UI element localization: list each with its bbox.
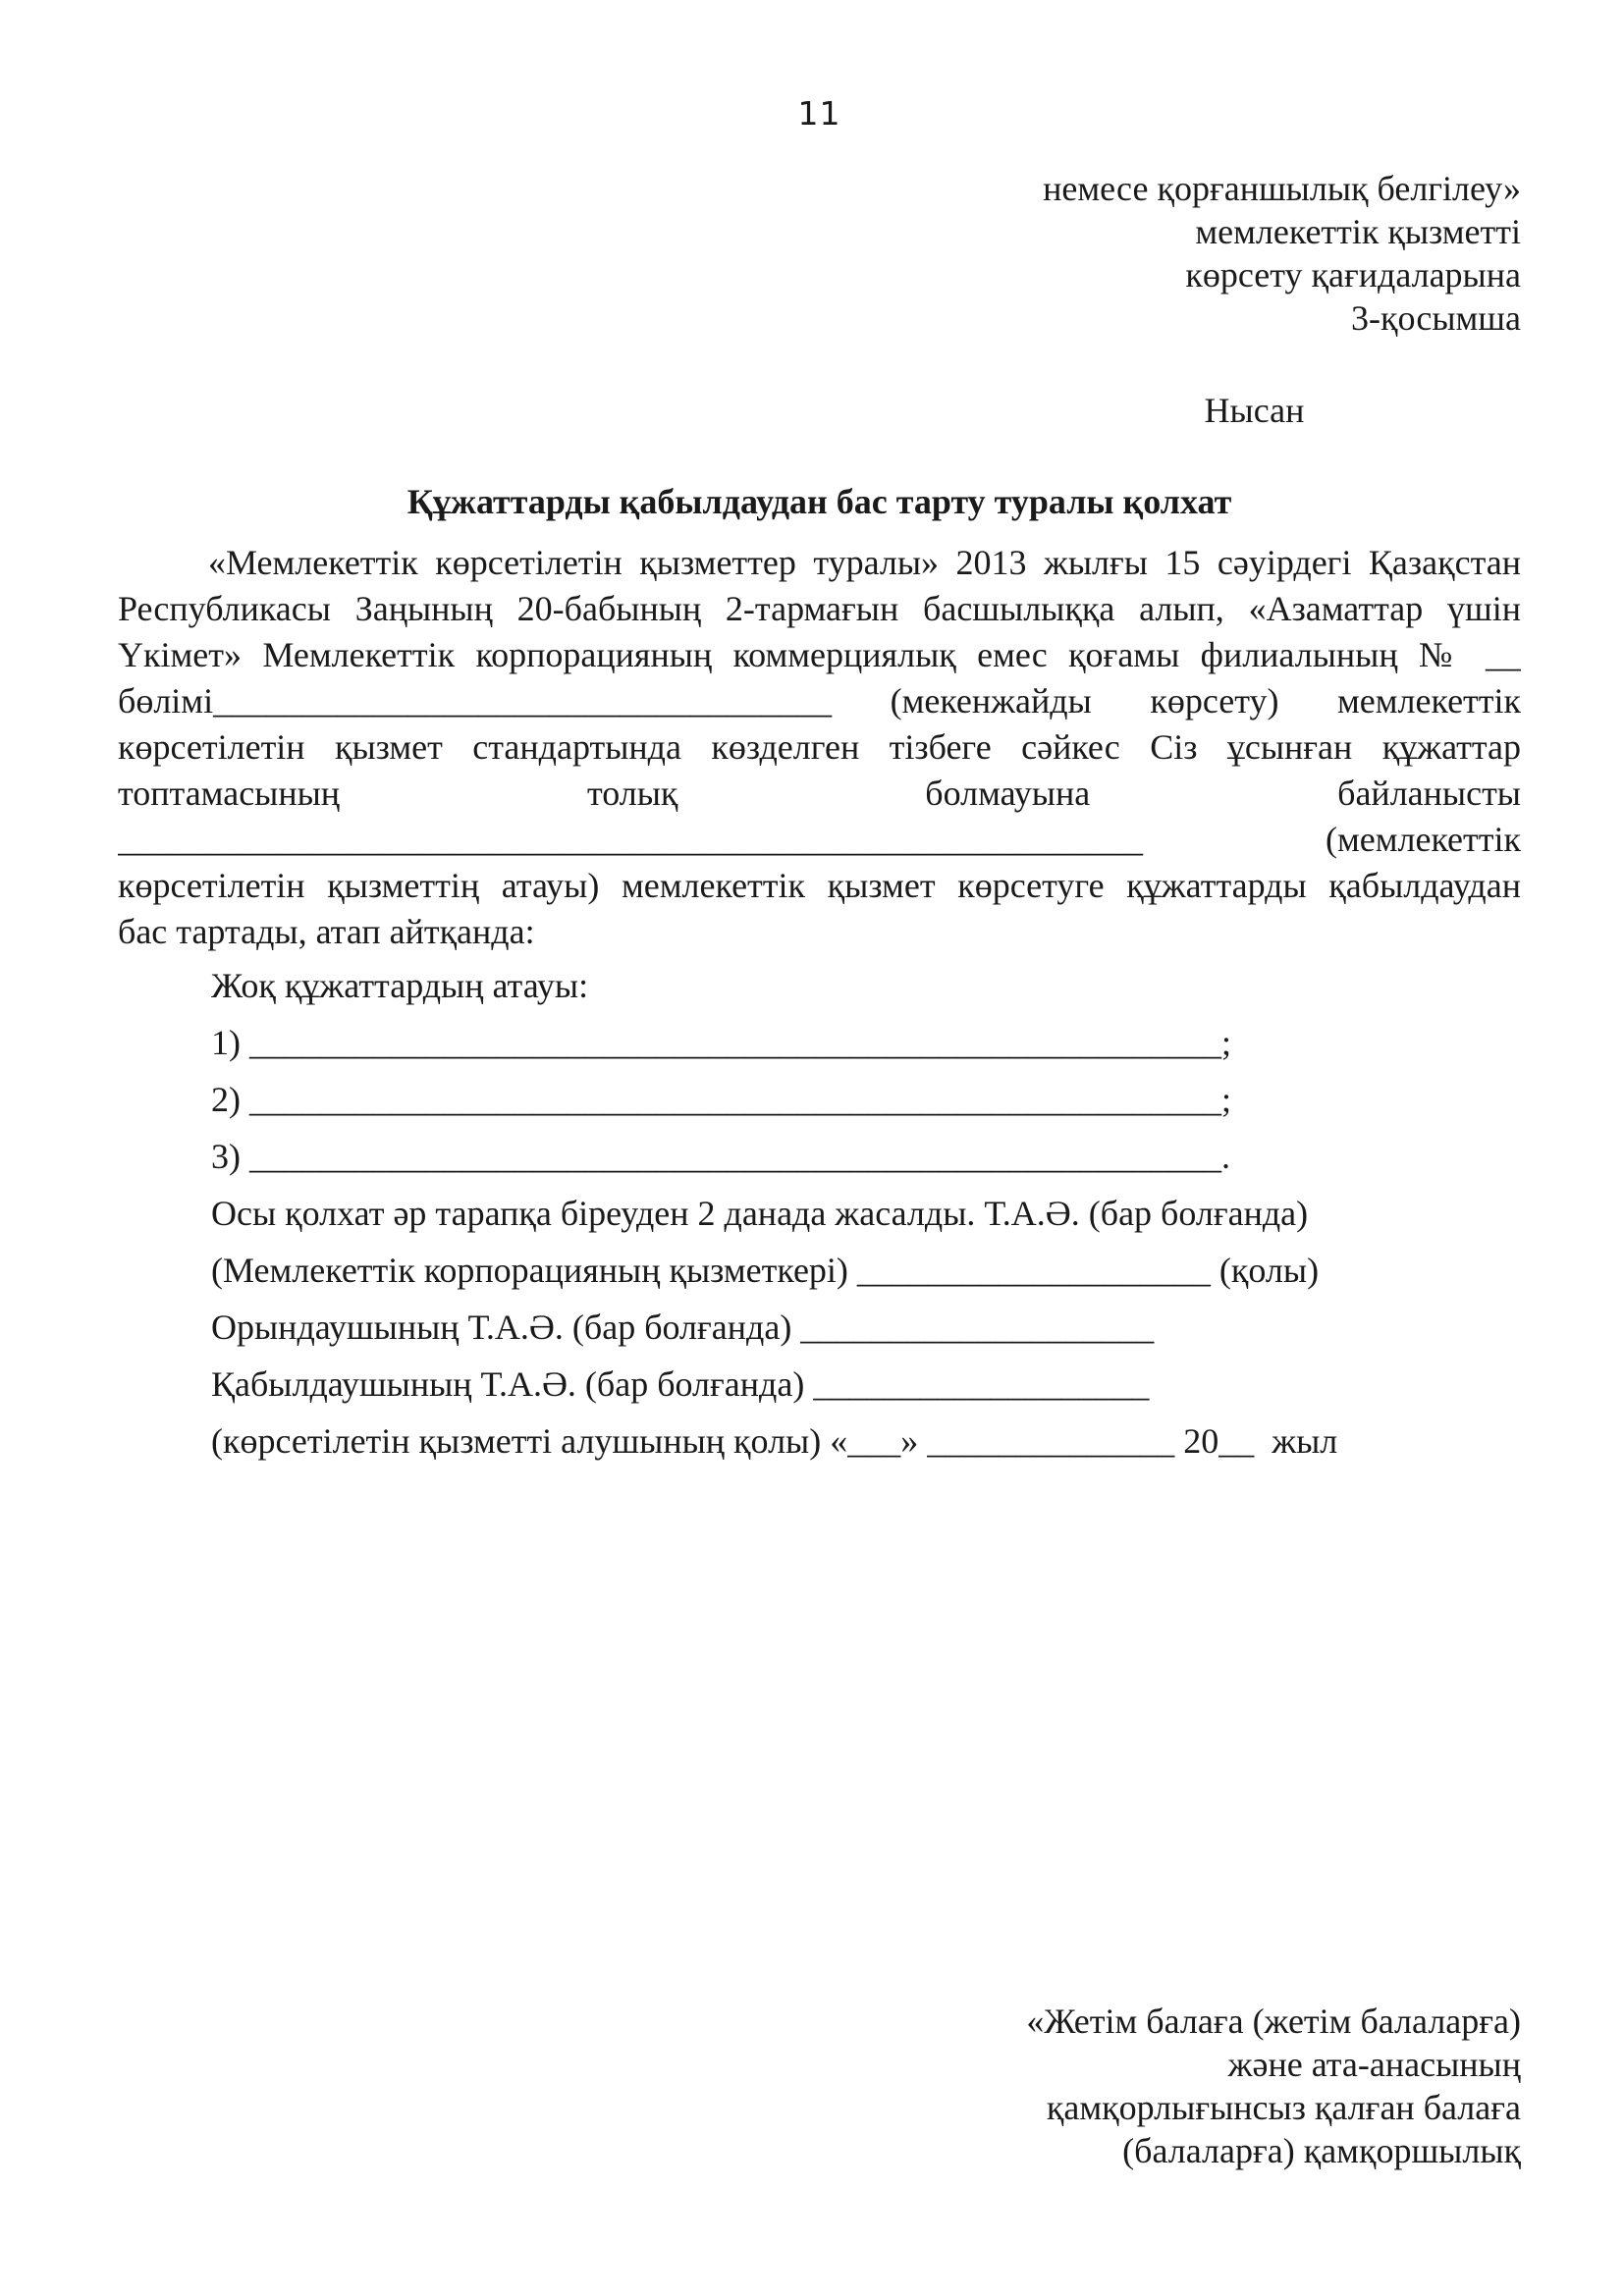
body-paragraph — [118, 540, 1521, 955]
appendix-note — [118, 167, 1521, 340]
paragraph-line: бас тартады, атап айтқанда: — [118, 912, 535, 951]
missing-doc-blank-3: 3) _______________________________________________________. — [211, 1137, 1230, 1176]
document-title: Құжаттарды қабылдаудан бас тарту туралы қолхат — [406, 482, 1232, 521]
footer-note-line: қамқорлығынсыз қалған балаға — [1046, 2088, 1521, 2127]
appendix-note-line: 3-қосымша — [1350, 298, 1521, 338]
paragraph-line: көрсетілетін қызметтің атауы) мемлекеттік қызмет көрсетуге құжаттарды қабылдаудан — [118, 866, 1521, 905]
appendix-note-line: немесе қорғаншылық белгілеу» — [1043, 169, 1521, 208]
footer-note-line: (балаларға) қамқоршылық — [1122, 2131, 1521, 2170]
paragraph-line-with-blank: __________________________________________________________ (мемлекеттік — [118, 820, 1521, 859]
signature-line-receiver: Қабылдаушының Т.А.Ә. (бар болғанда) ___________________ — [211, 1364, 1150, 1404]
paragraph-line: Республикасы Заңының 20-бабының 2-тармағын басшылыққа алып, «Азаматтар үшін — [118, 589, 1521, 628]
appendix-note-line: мемлекеттік қызметті — [1195, 212, 1521, 251]
missing-doc-blank-2: 2) _______________________________________________________; — [211, 1080, 1231, 1119]
signature-line-service-recipient-date: (көрсетілетін қызметті алушының қолы) «___» ______________ 20__ жыл — [211, 1421, 1338, 1461]
missing-doc-blank-1: 1) _______________________________________________________; — [211, 1023, 1231, 1062]
paragraph-line: көрсетілетін қызмет стандартында көзделген тізбеге сәйкес Сіз ұсынған құжаттар — [118, 727, 1521, 767]
page-number: 11 — [797, 94, 841, 133]
paragraph-line-with-blank: бөлімі___________________________________ (мекенжайды көрсету) мемлекеттік — [118, 681, 1521, 721]
missing-documents-section — [118, 957, 1521, 1469]
footer-note-line: және ата-анасының — [1227, 2045, 1521, 2084]
appendix-note-line: көрсету қағидаларына — [1185, 255, 1521, 294]
form-label: Нысан — [1204, 391, 1305, 430]
signature-line-corporation-employee: (Мемлекеттік корпорацияның қызметкері) ____________________ (қолы) — [211, 1251, 1320, 1290]
missing-docs-heading: Жоқ құжаттардың атауы: — [211, 966, 589, 1005]
paragraph-line: Үкімет» Мемлекеттік корпорацияның коммерциялық емес қоғамы филиалының № __ — [118, 635, 1521, 674]
copies-statement: Осы қолхат әр тарапқа біреуден 2 данада жасалды. Т.А.Ә. (бар болғанда) — [211, 1194, 1309, 1233]
footer-note-line: «Жетім балаға (жетім балаларға) — [1026, 2002, 1521, 2041]
signature-line-executor: Орындаушының Т.А.Ә. (бар болғанда) ____________________ — [211, 1308, 1155, 1347]
paragraph-line: «Мемлекеттік көрсетілетін қызметтер туралы» 2013 жылғы 15 сәуірдегі Қазақстан — [208, 543, 1521, 582]
paragraph-line: топтамасының толық болмауына байланысты — [118, 774, 1521, 813]
footer-note — [118, 2000, 1521, 2172]
